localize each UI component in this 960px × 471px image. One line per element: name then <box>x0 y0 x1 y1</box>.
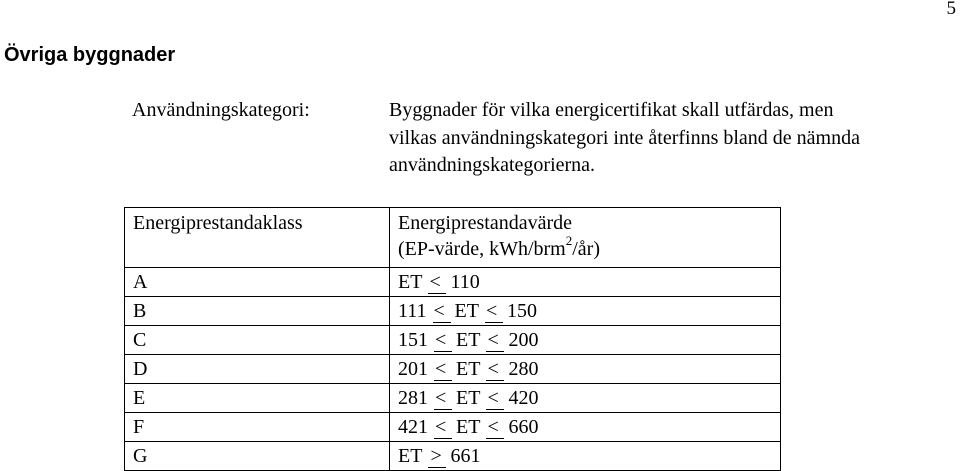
less-or-equal-symbol <box>432 384 452 412</box>
category-description-line: vilkas användningskategori inte återfinns bland de nämnda <box>389 126 860 149</box>
range-lower: 111 <box>398 300 427 322</box>
value-cell <box>390 413 781 442</box>
less-or-equal-symbol <box>484 326 504 354</box>
less-or-equal-symbol <box>483 297 503 325</box>
header-unit-suffix: /år) <box>572 238 600 260</box>
header-class-label: Energiprestandaklass <box>133 212 303 234</box>
less-or-equal-symbol <box>431 297 451 325</box>
range-lower: 201 <box>398 358 428 380</box>
table-row <box>125 413 781 442</box>
table-row <box>125 268 781 297</box>
category-description-line: användningskategorierna. <box>389 154 596 176</box>
table-header-row <box>125 208 781 268</box>
class-cell: E <box>125 384 390 413</box>
less-or-equal-symbol <box>432 355 452 383</box>
range-lower: 151 <box>398 329 428 351</box>
range-term: ET <box>398 445 423 467</box>
section-title: Övriga byggnader <box>4 44 176 66</box>
table-row <box>125 442 781 471</box>
class-cell: D <box>125 355 390 384</box>
less-or-equal-symbol <box>484 384 504 412</box>
range-upper: 200 <box>508 329 539 351</box>
range-term: ET <box>454 300 479 322</box>
less-or-equal-symbol <box>426 268 446 296</box>
header-value-line1: Energiprestandavärde <box>398 212 572 234</box>
value-cell <box>390 268 781 297</box>
header-unit-prefix: (EP-värde, kWh/brm <box>398 238 566 260</box>
energy-class-table <box>124 207 781 471</box>
range-upper: 420 <box>508 387 539 409</box>
range-term: ET <box>456 329 481 351</box>
less-or-equal-symbol <box>432 326 452 354</box>
value-cell <box>390 442 781 471</box>
class-cell: B <box>125 297 390 326</box>
value-cell <box>390 326 781 355</box>
range-term: ET <box>456 358 481 380</box>
page-number: 5 <box>946 0 956 19</box>
header-value <box>390 208 781 268</box>
less-or-equal-symbol <box>484 355 504 383</box>
range-bound: 661 <box>450 445 481 467</box>
class-cell: F <box>125 413 390 442</box>
less-or-equal-symbol <box>432 413 452 441</box>
class-cell: C <box>125 326 390 355</box>
table-row <box>125 384 781 413</box>
greater-or-equal-symbol <box>426 442 446 470</box>
value-cell <box>390 355 781 384</box>
range-upper: 660 <box>508 416 539 438</box>
table-row <box>125 326 781 355</box>
category-label: Användningskategori: <box>132 99 310 121</box>
range-term: ET <box>456 416 481 438</box>
category-description-line: Byggnader för vilka energicertifikat skall utfärdas, men <box>389 99 834 121</box>
range-lower: 281 <box>398 387 428 409</box>
class-cell: A <box>125 268 390 297</box>
range-upper: 280 <box>508 358 539 380</box>
range-term: ET <box>456 387 481 409</box>
header-class <box>125 208 390 268</box>
value-cell <box>390 384 781 413</box>
class-cell: G <box>125 442 390 471</box>
range-upper: 150 <box>506 300 537 322</box>
less-or-equal-symbol <box>484 413 504 441</box>
header-value-line2 <box>398 233 780 262</box>
range-term: ET <box>398 271 423 293</box>
range-bound: 110 <box>450 271 480 293</box>
header-unit-superscript: 2 <box>565 233 573 249</box>
value-cell <box>390 297 781 326</box>
table-row <box>125 355 781 384</box>
category-description <box>389 97 949 180</box>
table-row <box>125 297 781 326</box>
range-lower: 421 <box>398 416 428 438</box>
